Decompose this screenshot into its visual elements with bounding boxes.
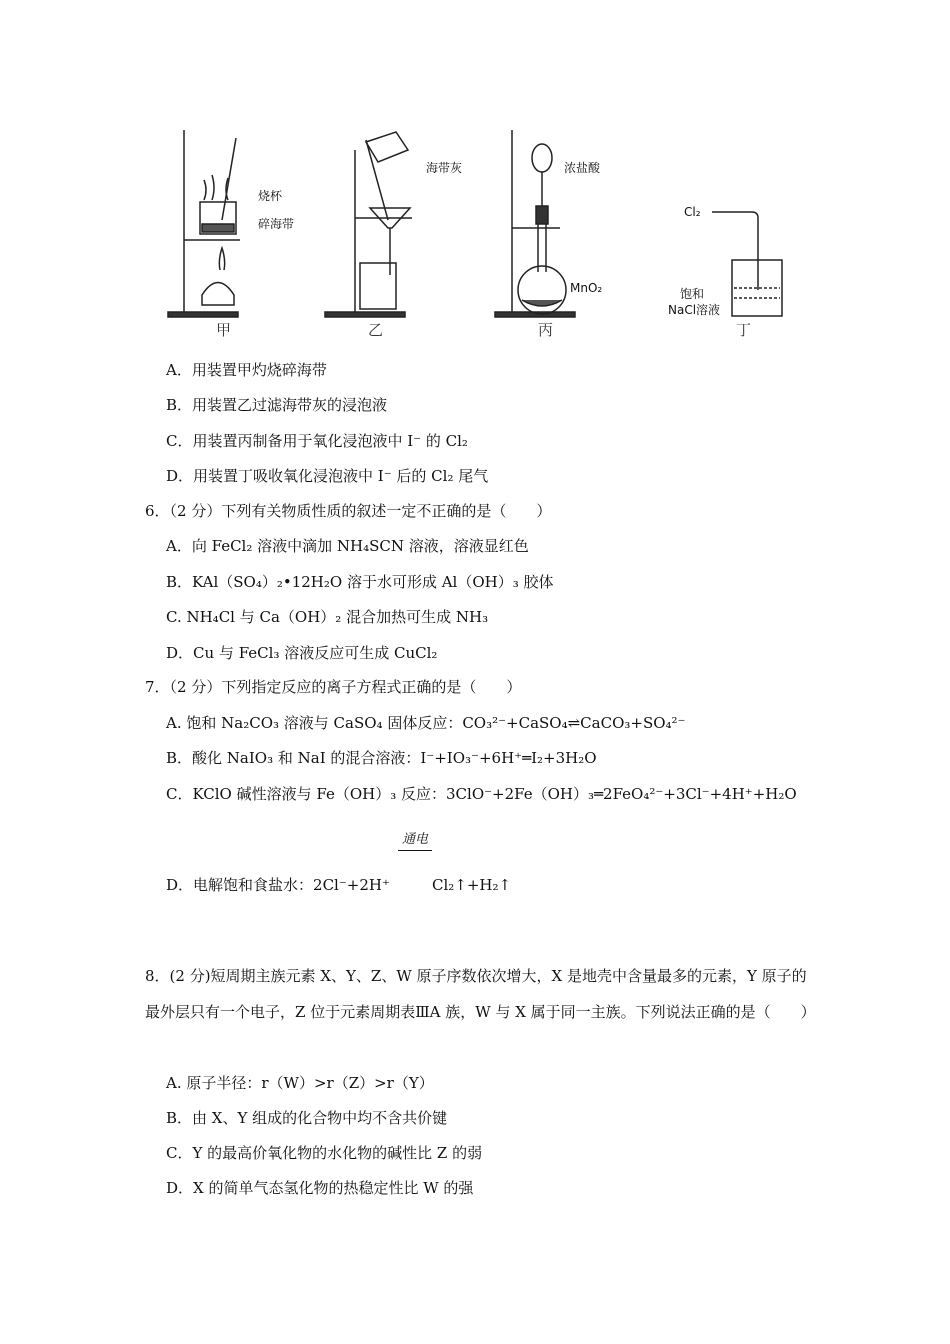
q7-option-d-right: Cl₂↑+H₂↑ bbox=[432, 876, 512, 894]
condition-bar bbox=[398, 850, 432, 851]
q6-option-d: D．Cu 与 FeCl₃ 溶液反应可生成 CuCl₂ bbox=[166, 644, 438, 662]
q6-option-b: B．KAl（SO₄）₂•12H₂O 溶于水可形成 Al（OH）₃ 胶体 bbox=[166, 573, 554, 591]
label-sat: 饱和 bbox=[680, 287, 705, 301]
q6-option-c: C. NH₄Cl 与 Ca（OH）₂ 混合加热可生成 NH₃ bbox=[166, 608, 489, 626]
q7-option-c: C．KClO 碱性溶液与 Fe（OH）₃ 反应：3ClO⁻+2Fe（OH）₃═2FeO₄²⁻+3Cl⁻+4H⁺+H₂O bbox=[166, 785, 797, 803]
q7-option-d-left: D．电解饱和食盐水：2Cl⁻+2H⁺ bbox=[166, 876, 390, 894]
label-beaker: 烧杯 bbox=[258, 189, 283, 203]
label-ash: 海带灰 bbox=[426, 161, 463, 175]
caption-yi: 乙 bbox=[368, 321, 384, 339]
label-nacl: NaCl溶液 bbox=[668, 303, 721, 317]
apparatus-drawing bbox=[160, 120, 800, 350]
caption-jia: 甲 bbox=[216, 321, 232, 339]
caption-bing: 丙 bbox=[538, 321, 554, 339]
caption-ding: 丁 bbox=[736, 321, 752, 339]
label-seaweed: 碎海带 bbox=[258, 217, 295, 231]
q5-option-c: C．用装置丙制备用于氧化浸泡液中 I⁻ 的 Cl₂ bbox=[166, 432, 468, 450]
q7-option-b: B．酸化 NaIO₃ 和 NaI 的混合溶液：I⁻+IO₃⁻+6H⁺═I₂+3H₂O bbox=[166, 749, 597, 767]
q5-option-d: D．用装置丁吸收氧化浸泡液中 I⁻ 后的 Cl₂ 尾气 bbox=[166, 467, 489, 485]
q8-stem: 8．(2 分)短周期主族元素 X、Y、Z、W 原子序数依次增大，X 是地壳中含量最多的元素，Y 原子的最外层只有一个电子，Z 位于元素周期表ⅢA 族，W 与 X 属于同一主族。下列说法正确的是（ ） bbox=[145, 967, 816, 1021]
q6-stem: 6．（2 分）下列有关物质性质的叙述一定不正确的是（ ） bbox=[145, 502, 552, 520]
apparatus-figure bbox=[160, 120, 800, 350]
q8-option-c: C．Y 的最高价氧化物的水化物的碱性比 Z 的弱 bbox=[166, 1144, 483, 1162]
q8-option-d: D．X 的简单气态氢化物的热稳定性比 W 的强 bbox=[166, 1179, 474, 1197]
q5-option-b: B．用装置乙过滤海带灰的浸泡液 bbox=[166, 396, 388, 414]
label-mno2: MnO₂ bbox=[570, 281, 603, 295]
q8-option-a: A. 原子半径：r（W）>r（Z）>r（Y） bbox=[166, 1074, 434, 1092]
q7-stem: 7．（2 分）下列指定反应的离子方程式正确的是（ ） bbox=[145, 678, 522, 696]
condition-text: 通电 bbox=[401, 832, 428, 847]
q8-option-b: B．由 X、Y 组成的化合物中均不含共价键 bbox=[166, 1109, 448, 1127]
label-hcl: 浓盐酸 bbox=[564, 161, 601, 175]
q5-option-a: A．用装置甲灼烧碎海带 bbox=[166, 361, 327, 379]
label-cl2: Cl₂ bbox=[684, 205, 701, 219]
q7-option-a: A. 饱和 Na₂CO₃ 溶液与 CaSO₄ 固体反应：CO₃²⁻+CaSO₄⇌CaCO₃+SO₄²⁻ bbox=[166, 714, 686, 732]
electrolysis-condition bbox=[398, 828, 432, 851]
q6-option-a: A．向 FeCl₂ 溶液中滴加 NH₄SCN 溶液，溶液显红色 bbox=[166, 537, 529, 555]
